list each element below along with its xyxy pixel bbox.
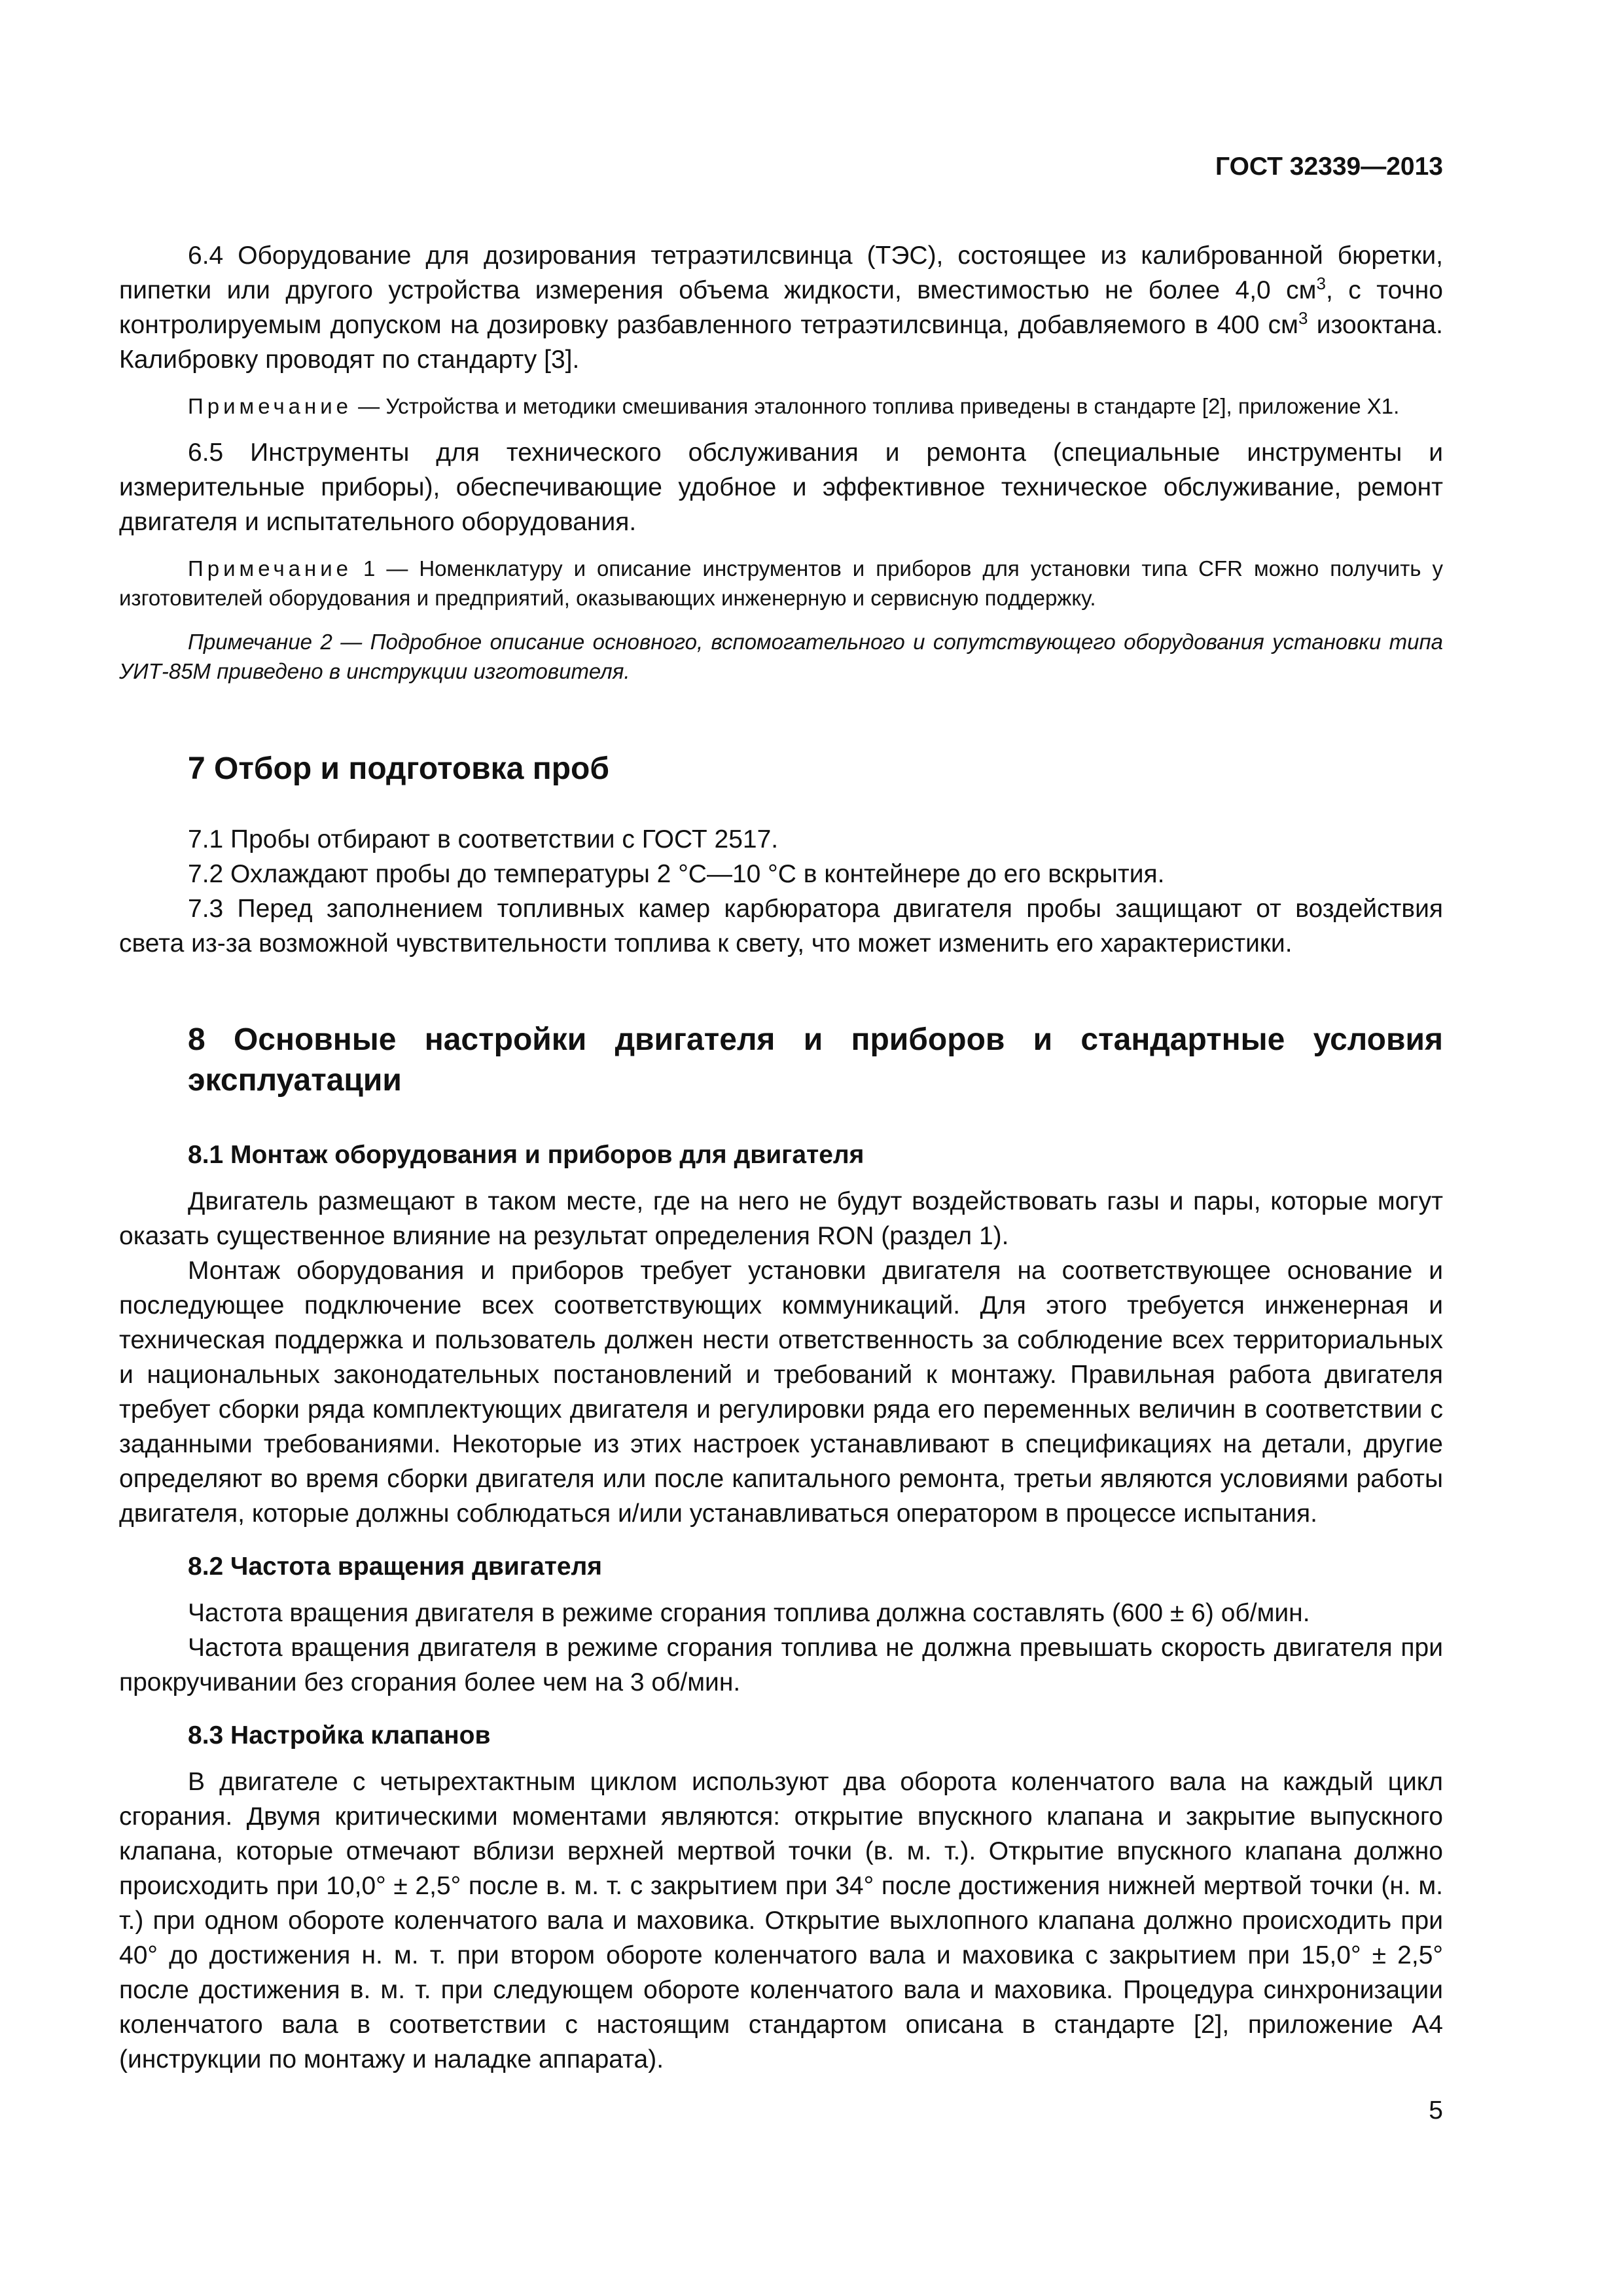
paragraph-7-3: 7.3 Перед заполнением топливных камер карбюратора двигателя пробы защищают от воздействия света из-за возможной чувствительности топлива к свету, что может изменить его характеристики. <box>119 895 1443 958</box>
paragraph-8-1-1: Двигатель размещают в таком месте, где на него не будут воздействовать газы и пары, которые могут оказать существенное влияние на результат определения RON (раздел 1). <box>119 1187 1443 1250</box>
paragraph-6-4 <box>119 238 1443 377</box>
section-8-heading: 8 Основные настройки двигателя и приборов и стандартные условия эксплуатации <box>188 1022 1443 1098</box>
subsection-8-2-heading: 8.2 Частота вращения двигателя <box>188 1552 603 1581</box>
note-6-5-1 <box>119 554 1443 613</box>
paragraph-6-4-part1: 6.4 Оборудование для дозирования тетраэтилсвинца (ТЭС), состоящее из калиброванной бюретки, пипетки или другого устройства измерения объема жидкости, вместимостью не более 4,0 см <box>119 242 1443 304</box>
note-text: — Устройства и методики смешивания эталонного топлива приведены в стандарте [2], приложение Х1. <box>352 394 1400 418</box>
note-text: 1 — Номенклатуру и описание инструментов и приборов для установки типа CFR можно получить у изготовителей оборудования и предприятий, оказывающих инженерную и сервисную поддержку. <box>119 556 1443 610</box>
note-label: Примечание <box>188 556 353 581</box>
superscript-cubic-1: 3 <box>1316 274 1326 293</box>
paragraph-7-1: 7.1 Пробы отбирают в соответствии с ГОСТ 2517. <box>188 825 779 853</box>
superscript-cubic-2: 3 <box>1298 308 1308 328</box>
note-label: Примечание <box>188 394 353 418</box>
document-body <box>119 238 1443 2077</box>
paragraph-8-1-2: Монтаж оборудования и приборов требует установки двигателя на соответствующее основание и последующее подключение всех соответствующих коммуникаций. Для этого требуется инженерная и техническая поддержка и пользователь должен нести ответственность за соблюдение всех территориальных и национальных законодательных постановлений и требований к монтажу. Правильная работа двигателя требует сборки ряда комплектующих двигателя и регулировки ряда его переменных величин в соответствии с заданными требованиями. Некоторые из этих настроек устанавливают в спецификациях на детали, другие определяют во время сборки двигателя или после капитального ремонта, третьи являются условиями работы двигателя, которые должны соблюдаться и/или устанавливаться оператором в процессе испытания. <box>119 1257 1443 1528</box>
paragraph-6-4-part2: , с точно контролируемым допуском на дозировку разбавленного тетраэтилсвинца, добавляемого в 400 см <box>119 276 1443 339</box>
paragraph-6-4-part3: изооктана. Калибровку проводят по стандарту [3]. <box>119 311 1444 374</box>
paragraph-8-3-1: В двигателе с четырехтактным циклом используют два оборота коленчатого вала на каждый цикл сгорания. Двумя критическими моментами являются: открытие впускного клапана и закрытие выпускного клапана, которые отмечают вблизи верхней мертвой точки (в. м. т.). Открытие впускного клапана должно происходить при 10,0° ± 2,5° после в. м. т. с закрытием при 34° после достижения нижней мертвой точки (н. м. т.) при одном обороте коленчатого вала и маховика. Открытие выхлопного клапана должно происходить при 40° до достижения н. м. т. при втором обороте коленчатого вала и маховика с закрытием при 15,0° ± 2,5° после достижения в. м. т. при следующем обороте коленчатого вала и маховика. Процедура синхронизации коленчатого вала в соответствии с настоящим стандартом описана в стандарте [2], приложение А4 (инструкции по монтажу и наладке аппарата). <box>119 1768 1443 2073</box>
paragraph-7-2: 7.2 Охлаждают пробы до температуры 2 °С—10 °С в контейнере до его вскрытия. <box>188 860 1165 888</box>
page-number: 5 <box>1429 2096 1443 2125</box>
note-6-5-2: Примечание 2 — Подробное описание основного, вспомогательного и сопутствующего оборудования установки типа УИТ-85М приведено в инструкции изготовителя. <box>119 630 1443 683</box>
paragraph-8-2-2: Частота вращения двигателя в режиме сгорания топлива не должна превышать скорость двигателя при прокручивании без сгорания более чем на 3 об/мин. <box>119 1634 1443 1696</box>
section-7-heading: 7 Отбор и подготовка проб <box>188 751 610 786</box>
note-6-4 <box>119 391 1443 421</box>
document-code: ГОСТ 32339—2013 <box>1215 152 1443 181</box>
subsection-8-1-heading: 8.1 Монтаж оборудования и приборов для двигателя <box>188 1141 865 1169</box>
paragraph-8-2-1: Частота вращения двигателя в режиме сгорания топлива должна составлять (600 ± 6) об/мин. <box>188 1599 1310 1627</box>
subsection-8-3-heading: 8.3 Настройка клапанов <box>188 1721 491 1749</box>
paragraph-6-5: 6.5 Инструменты для технического обслуживания и ремонта (специальные инструменты и измерительные приборы), обеспечивающие удобное и эффективное техническое обслуживание, ремонт двигателя и испытательного оборудования. <box>119 439 1443 536</box>
